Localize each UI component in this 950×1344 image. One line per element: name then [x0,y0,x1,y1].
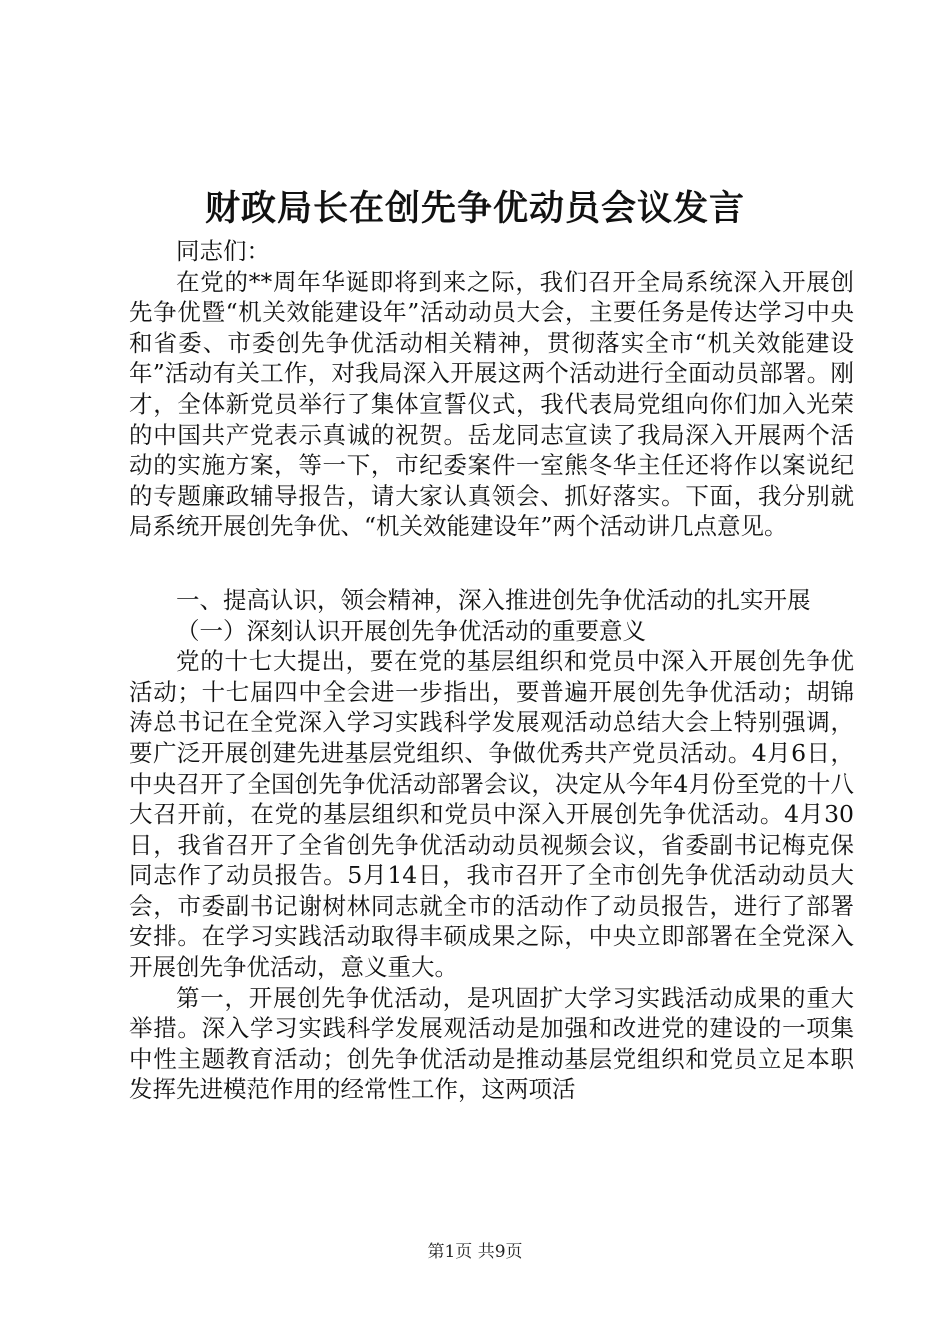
document-body [129,236,854,1105]
paragraph-first-point: 第一，开展创先争优活动，是巩固扩大学习实践活动成果的重大举措。深入学习实践科学发展观活动是加强和改进党的建设的一项集中性主题教育活动；创先争优活动是推动基层党组织和党员立足本职发挥先进模范作用的经常性工作，这两项活 [129,983,854,1104]
subsection-heading-1: （一）深刻认识开展创先争优活动的重要意义 [176,616,646,645]
document-title: 财政局长在创先争优动员会议发言 [204,188,745,229]
page-number-footer: 第1页 共9页 [427,1242,523,1262]
salutation: 同志们： [176,237,270,265]
paragraph-significance: 党的十七大提出，要在党的基层组织和党员中深入开展创先争优活动；十七届四中全会进一步指出，要普遍开展创先争优活动；胡锦涛总书记在全党深入学习实践科学发展观活动总结大会上特别强调，要广泛开展创建先进基层党组织、争做优秀共产党员活动。4月6日，中央召开了全国创先争优活动部署会议，决定从今年4月份至党的十八大召开前，在党的基层组织和党员中深入开展创先争优活动。4月30日，我省召开了全省创先争优活动动员视频会议，省委副书记梅克保同志作了动员报告。5月14日，我市召开了全市创先争优活动动员大会，市委副书记谢树林同志就全市的活动作了动员报告，进行了部署安排。在学习实践活动取得丰硕成果之际，中央立即部署在全党深入开展创先争优活动，意义重大。 [129,647,854,982]
paragraph-gap [129,542,854,585]
paragraph-opening: 在党的**周年华诞即将到来之际，我们召开全局系统深入开展创先争优暨“机关效能建设年”活动动员大会，主要任务是传达学习中央和省委、市委创先争优活动相关精神，贯彻落实全市“机关效能建设年”活动有关工作，对我局深入开展这两个活动进行全面动员部署。刚才，全体新党员举行了集体宣誓仪式，我代表局党组向你们加入光荣的中国共产党表示真诚的祝贺。岳龙同志宣读了我局深入开展两个活动的实施方案，等一下，市纪委案件一室熊冬华主任还将作以案说纪的专题廉政辅导报告，请大家认真领会、抓好落实。下面，我分别就局系统开展创先争优、“机关效能建设年”两个活动讲几点意见。 [129,267,854,541]
section-heading-1: 一、提高认识，领会精神，深入推进创先争优活动的扎实开展 [176,585,811,614]
